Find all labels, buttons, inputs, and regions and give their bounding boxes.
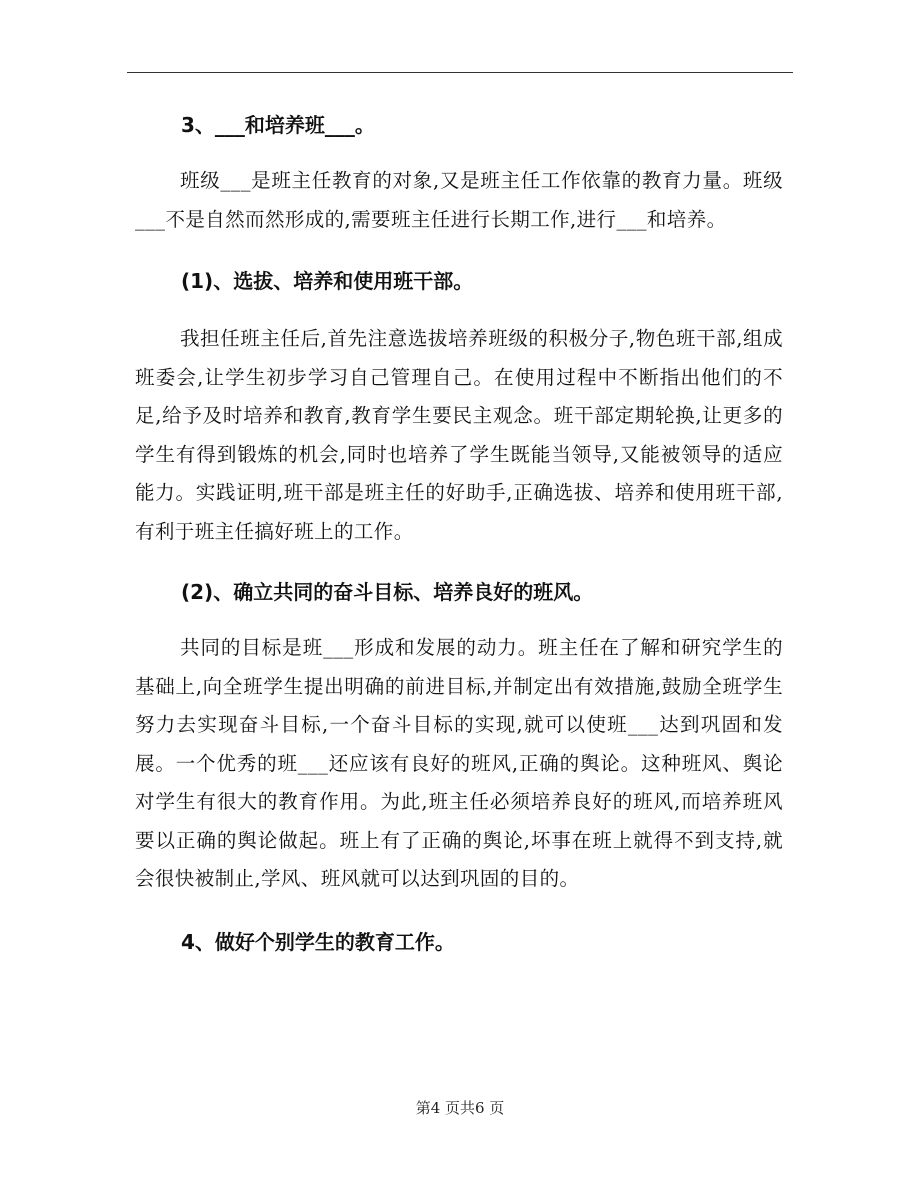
header-rule (127, 72, 793, 73)
subheading-common-goals: (2)、确立共同的奋斗目标、培养良好的班风。 (181, 580, 594, 604)
section-heading-4: 4、做好个别学生的教育工作。 (181, 929, 455, 954)
page-number: 第4 页共6 页 (415, 1099, 505, 1117)
section-heading-3: 3、___和培养班___。 (181, 113, 375, 137)
subheading-class-cadres: (1)、选拔、培养和使用班干部。 (181, 269, 474, 293)
paragraph-class-cadres: 我担任班主任后,首先注意选拔培养班级的积极分子,物色班干部,组成班委会,让学生初步学习自己管理自己。在使用过程中不断指出他们的不足,给予及时培养和教育,教育学生要民主观念。班干部定期轮换,让更多的学生有得到锻炼的机会,同时也培养了学生既能当领导,又能被领导的适应能力。实践证明,班干部是班主任的好助手,正确选拔、培养和使用班干部,有利于班主任搞好班上的工作。 (135, 327, 783, 543)
paragraph-common-goals: 共同的目标是班___形成和发展的动力。班主任在了解和研究学生的基础上,向全班学生提出明确的前进目标,并制定出有效措施,鼓励全班学生努力去实现奋斗目标,一个奋斗目标的实现,就可以使班___达到巩固和发展。一个优秀的班___还应该有良好的班风,正确的舆论。这种班风、舆论对学生有很大的教育作用。为此,班主任必须培养良好的班风,而培养班风要以正确的舆论做起。班上有了正确的舆论,坏事在班上就得不到支持,就会很快被制止,学风、班风就可以达到巩固的目的。 (135, 636, 783, 890)
paragraph-class-collective: 班级___是班主任教育的对象,又是班主任工作依靠的教育力量。班级___不是自然而然形成的,需要班主任进行长期工作,进行___和培养。 (135, 169, 783, 231)
document-body (135, 98, 783, 959)
